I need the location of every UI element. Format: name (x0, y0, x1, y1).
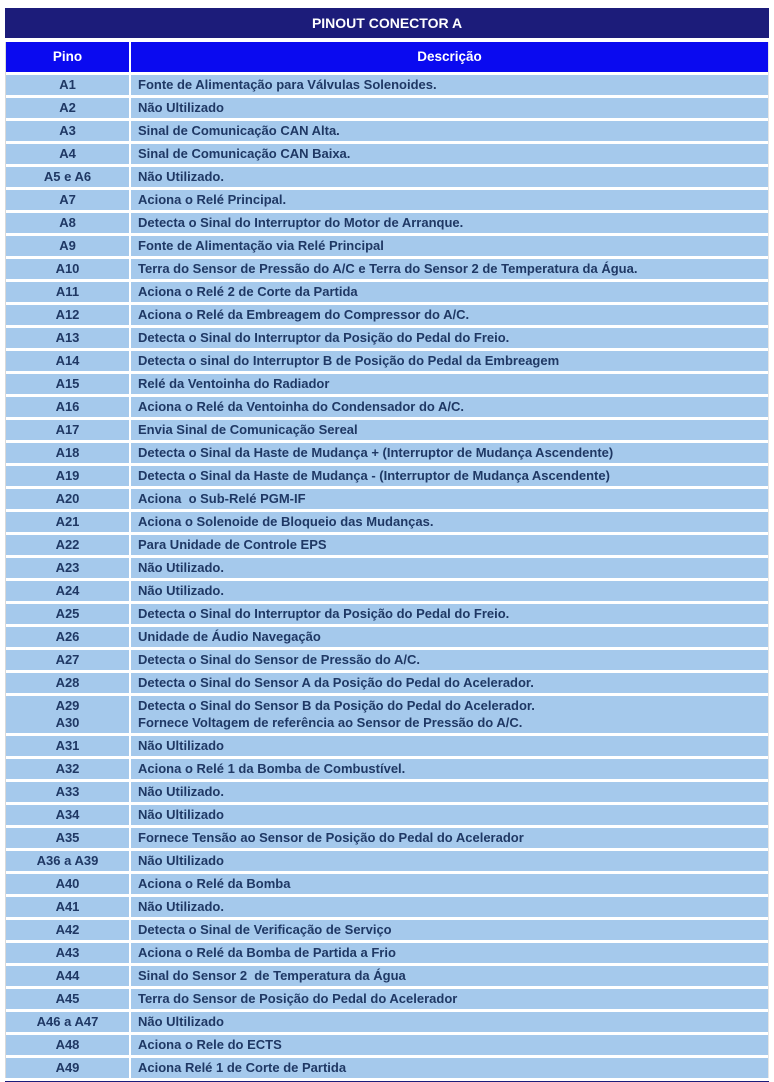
table-row (6, 627, 768, 647)
pin-cell: A18 (6, 443, 129, 463)
description-cell: Detecta o Sinal do Sensor B da Posição do Pedal do Acelerador. (131, 696, 768, 716)
description-cell: Detecta o Sinal do Sensor de Pressão do A/C. (131, 650, 768, 670)
pin-cell: A20 (6, 489, 129, 509)
description-cell: Detecta o Sinal de Verificação de Serviço (131, 920, 768, 940)
pin-cell: A27 (6, 650, 129, 670)
pin-cell: A1 (6, 75, 129, 95)
table-row (6, 920, 768, 940)
pin-cell: A28 (6, 673, 129, 693)
description-cell: Sinal do Sensor 2 de Temperatura da Água (131, 966, 768, 986)
pin-cell: A44 (6, 966, 129, 986)
description-cell: Não Utilizado. (131, 782, 768, 802)
pin-cell: A40 (6, 874, 129, 894)
pin-cell: A2 (6, 98, 129, 118)
table-row (6, 213, 768, 233)
description-cell: Não Utilizado. (131, 897, 768, 917)
pin-cell: A46 a A47 (6, 1012, 129, 1032)
description-cell: Não Utilizado. (131, 167, 768, 187)
table-row (6, 420, 768, 440)
pin-cell: A23 (6, 558, 129, 578)
table-row (6, 716, 768, 733)
pin-cell: A26 (6, 627, 129, 647)
pin-cell: A48 (6, 1035, 129, 1055)
description-cell: Aciona o Relé da Ventoinha do Condensador do A/C. (131, 397, 768, 417)
description-cell: Para Unidade de Controle EPS (131, 535, 768, 555)
description-cell: Aciona o Sub-Relé PGM-IF (131, 489, 768, 509)
description-cell: Terra do Sensor de Pressão do A/C e Terra do Sensor 2 de Temperatura da Água. (131, 259, 768, 279)
description-cell: Fornece Voltagem de referência ao Sensor de Pressão do A/C. (131, 716, 768, 733)
pin-cell: A12 (6, 305, 129, 325)
pin-cell: A30 (6, 716, 129, 733)
table-row (6, 1035, 768, 1055)
description-cell: Não Ultilizado (131, 736, 768, 756)
description-cell: Detecta o Sinal do Interruptor do Motor de Arranque. (131, 213, 768, 233)
table-row (6, 489, 768, 509)
table-row (6, 535, 768, 555)
description-cell: Sinal de Comunicação CAN Baixa. (131, 144, 768, 164)
pin-cell: A36 a A39 (6, 851, 129, 871)
pin-cell: A11 (6, 282, 129, 302)
description-cell: Aciona o Relé da Embreagem do Compressor do A/C. (131, 305, 768, 325)
pin-cell: A32 (6, 759, 129, 779)
table-row (6, 144, 768, 164)
pin-cell: A49 (6, 1058, 129, 1078)
table-row (6, 989, 768, 1009)
description-cell: Relé da Ventoinha do Radiador (131, 374, 768, 394)
table-row (6, 397, 768, 417)
table-row (6, 98, 768, 118)
pin-cell: A43 (6, 943, 129, 963)
description-cell: Fonte de Alimentação para Válvulas Solenoides. (131, 75, 768, 95)
pin-cell: A3 (6, 121, 129, 141)
table-row (6, 581, 768, 601)
description-cell: Aciona Relé 1 de Corte de Partida (131, 1058, 768, 1078)
column-header-description: Descrição (131, 42, 768, 72)
description-cell: Aciona o Rele do ECTS (131, 1035, 768, 1055)
description-cell: Fonte de Alimentação via Relé Principal (131, 236, 768, 256)
table-row (6, 897, 768, 917)
pin-cell: A14 (6, 351, 129, 371)
pin-cell: A9 (6, 236, 129, 256)
description-cell: Não Ultilizado (131, 98, 768, 118)
pin-cell: A34 (6, 805, 129, 825)
table-row (6, 466, 768, 486)
pin-cell: A31 (6, 736, 129, 756)
pin-cell: A8 (6, 213, 129, 233)
table-row (6, 558, 768, 578)
table-row (6, 167, 768, 187)
table-row (6, 121, 768, 141)
description-cell: Não Ultilizado (131, 805, 768, 825)
table-row (6, 328, 768, 348)
pin-cell: A35 (6, 828, 129, 848)
description-cell: Detecta o Sinal da Haste de Mudança - (Interruptor de Mudança Ascendente) (131, 466, 768, 486)
pin-cell: A10 (6, 259, 129, 279)
pin-cell: A22 (6, 535, 129, 555)
description-cell: Aciona o Relé da Bomba de Partida a Frio (131, 943, 768, 963)
description-cell: Detecta o Sinal da Haste de Mudança + (Interruptor de Mudança Ascendente) (131, 443, 768, 463)
table-row (6, 282, 768, 302)
table-row (6, 190, 768, 210)
pin-cell: A41 (6, 897, 129, 917)
description-cell: Aciona o Relé 2 de Corte da Partida (131, 282, 768, 302)
description-cell: Não Ultilizado (131, 851, 768, 871)
pin-cell: A33 (6, 782, 129, 802)
pinout-table (5, 42, 769, 1078)
pin-cell: A21 (6, 512, 129, 532)
description-cell: Aciona o Solenoide de Bloqueio das Mudanças. (131, 512, 768, 532)
table-row (6, 851, 768, 871)
table-row (6, 943, 768, 963)
pin-cell: A15 (6, 374, 129, 394)
table-row (6, 805, 768, 825)
column-header-pin: Pino (6, 42, 129, 72)
description-cell: Não Utilizado. (131, 558, 768, 578)
description-cell: Detecta o Sinal do Sensor A da Posição do Pedal do Acelerador. (131, 673, 768, 693)
description-cell: Unidade de Áudio Navegação (131, 627, 768, 647)
table-title: PINOUT CONECTOR A (5, 8, 769, 38)
pin-cell: A5 e A6 (6, 167, 129, 187)
table-row (6, 604, 768, 624)
pin-cell: A29 (6, 696, 129, 716)
description-cell: Terra do Sensor de Posição do Pedal do Acelerador (131, 989, 768, 1009)
description-cell: Detecta o sinal do Interruptor B de Posição do Pedal da Embreagem (131, 351, 768, 371)
table-row (6, 696, 768, 716)
pin-cell: A4 (6, 144, 129, 164)
table-row (6, 650, 768, 670)
pin-cell: A16 (6, 397, 129, 417)
description-cell: Aciona o Relé da Bomba (131, 874, 768, 894)
table-row (6, 236, 768, 256)
pin-cell: A13 (6, 328, 129, 348)
description-cell: Aciona o Relé Principal. (131, 190, 768, 210)
table-row (6, 374, 768, 394)
table-row (6, 512, 768, 532)
table-row (6, 736, 768, 756)
description-cell: Detecta o Sinal do Interruptor da Posição do Pedal do Freio. (131, 604, 768, 624)
table-rows (6, 75, 768, 1078)
description-cell: Sinal de Comunicação CAN Alta. (131, 121, 768, 141)
description-cell: Envia Sinal de Comunicação Sereal (131, 420, 768, 440)
table-row (6, 828, 768, 848)
table-row (6, 759, 768, 779)
description-cell: Detecta o Sinal do Interruptor da Posição do Pedal do Freio. (131, 328, 768, 348)
table-row (6, 259, 768, 279)
table-row (6, 782, 768, 802)
pin-cell: A45 (6, 989, 129, 1009)
pin-cell: A17 (6, 420, 129, 440)
table-row (6, 75, 768, 95)
pin-cell: A42 (6, 920, 129, 940)
table-row (6, 305, 768, 325)
pin-cell: A19 (6, 466, 129, 486)
description-cell: Não Ultilizado (131, 1012, 768, 1032)
table-row (6, 1012, 768, 1032)
table-row (6, 673, 768, 693)
table-row (6, 1058, 768, 1078)
pin-cell: A7 (6, 190, 129, 210)
table-header-row (6, 42, 768, 72)
table-row (6, 351, 768, 371)
description-cell: Não Utilizado. (131, 581, 768, 601)
pin-cell: A24 (6, 581, 129, 601)
table-row (6, 443, 768, 463)
description-cell: Fornece Tensão ao Sensor de Posição do Pedal do Acelerador (131, 828, 768, 848)
description-cell: Aciona o Relé 1 da Bomba de Combustível. (131, 759, 768, 779)
pin-cell: A25 (6, 604, 129, 624)
table-row (6, 874, 768, 894)
table-row (6, 966, 768, 986)
